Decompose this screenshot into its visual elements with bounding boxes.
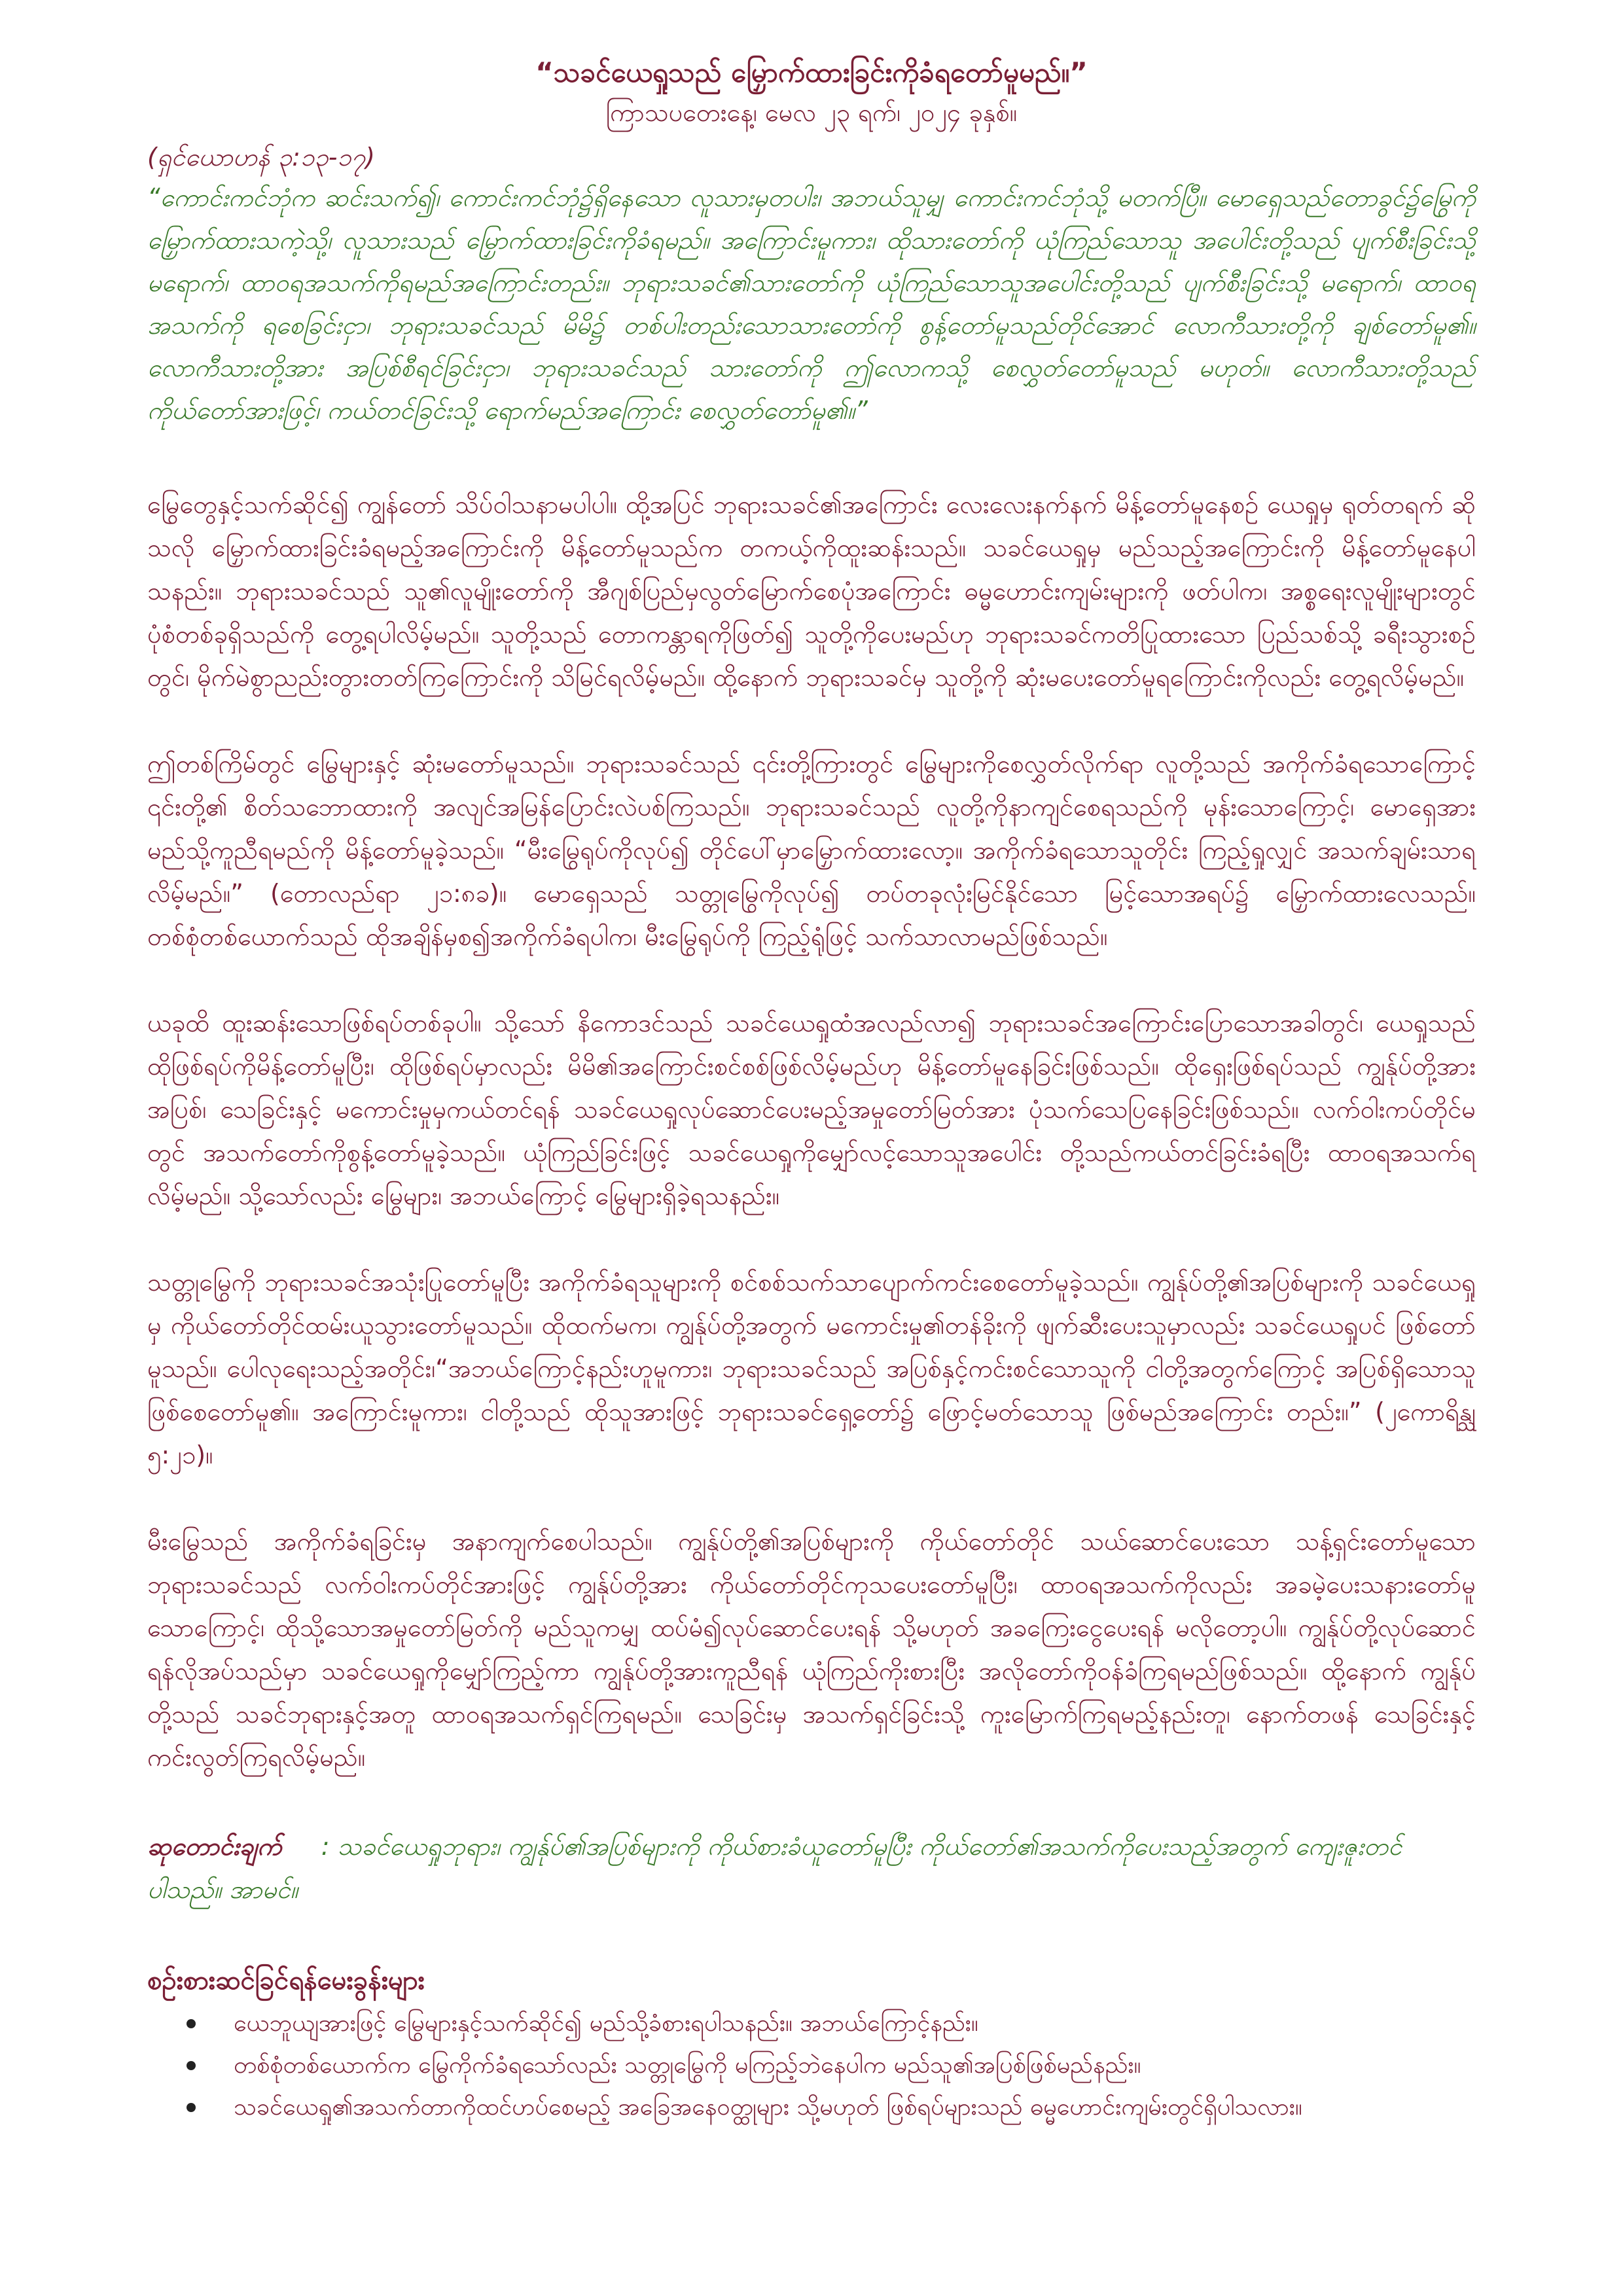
scripture-reference: (ရှင်ယောဟန် ၃:၁၃-၁၇) <box>147 143 376 171</box>
prayer-text: : သခင်ယေရှုဘုရား၊ ကျွန်ုပ်၏အပြစ်များကို ကိုယ်စားခံယူတော်မူပြီး ကိုယ်တော်၏အသက်ကိုပေးသည့်အတွက် ကျေးဇူးတင်ပါသည်။ အာမင်။ <box>147 1832 1402 1904</box>
bullet-icon <box>187 2061 196 2070</box>
date-line: ကြာသပတေးနေ့၊ မေလ ၂၃ ရက်၊ ၂၀၂၄ ခုနှစ်။ <box>605 98 1018 127</box>
bullet-icon <box>187 2103 196 2112</box>
page-title: “သခင်ယေရှုသည် မြှောက်ထားခြင်းကိုခံရတော်မူမည်။” <box>535 56 1088 88</box>
questions-heading: စဉ်းစားဆင်ခြင်ရန်မေးခွန်းများ <box>147 1965 425 1996</box>
question-text: ယေဘူယျအားဖြင့် မြွေများနှင့်သက်ဆိုင်၍ မည်သို့ခံစားရပါသနည်း။ အဘယ်ကြောင့်နည်း။ <box>234 2010 978 2037</box>
prayer-label: ဆုတောင်းချက် <box>147 1832 282 1861</box>
scripture-text: “ကောင်းကင်ဘုံက ဆင်းသက်၍၊ ကောင်းကင်ဘုံ၌ရှိနေသော လူသားမှတပါး၊ အဘယ်သူမျှ ကောင်းကင်ဘုံသို့ မတက်ပြီ။ မောရှေသည်တောခွင်၌မြွေကို မြှောက်ထားသကဲ့သို့၊ လူသားသည် မြှောက်ထားခြင်းကိုခံရမည်။ အကြောင်းမူကား၊ ထိုသားတော်ကို ယုံကြည်သောသူ အပေါင်းတို့သည် ပျက်စီးခြင်းသို့ မရောက်၊ ထာဝရအသက်ကိုရမည်အကြောင်းတည်း။ ဘုရားသခင်၏သားတော်ကို ယုံကြည်သောသူအပေါင်းတို့သည် ပျက်စီးခြင်းသို့ မရောက်၊ ထာဝရအသက်ကို ရစေခြင်းငှာ၊ ဘုရားသခင်သည် မိမိ၌ တစ်ပါးတည်းသောသားတော်ကို စွန့်တော်မူသည်တိုင်အောင် လောကီသားတို့ကို ချစ်တော်မူ၏။ လောကီသားတို့အား အပြစ်စီရင်ခြင်းငှာ၊ ဘုရားသခင်သည် သားတော်ကို ဤလောကသို့ စေလွှတ်တော်မူသည် မဟုတ်။ လောကီသားတို့သည် ကိုယ်တော်အားဖြင့်၊ ကယ်တင်ခြင်းသို့ ရောက်မည်အကြောင်း စေလွှတ်တော်မူ၏။” <box>147 183 1476 425</box>
body-paragraph-3: ယခုထိ ထူးဆန်းသောဖြစ်ရပ်တစ်ခုပါ။ သို့သော် နိကောဒင်သည် သခင်ယေရှုထံအလည်လာ၍ ဘုရားသခင်အကြောင်းပြောသောအခါတွင်၊ ယေရှုသည် ထိုဖြစ်ရပ်ကိုမိန့်တော်မူပြီး၊ ထိုဖြစ်ရပ်မှာလည်း မိမိ၏အကြောင်းစင်စစ်ဖြစ်လိမ့်မည်ဟု မိန့်တော်မူနေခြင်းဖြစ်သည်။ ထိုရှေးဖြစ်ရပ်သည် ကျွန်ုပ်တို့အား အပြစ်၊ သေခြင်းနှင့် မကောင်းမှုမှကယ်တင်ရန် သခင်ယေရှုလုပ်ဆောင်ပေးမည့်အမှုတော်မြတ်အား ပုံသက်သေပြနေခြင်းဖြစ်သည်။ လက်ဝါးကပ်တိုင်မတွင် အသက်တော်ကိုစွန့်တော်မူခဲ့သည်။ ယုံကြည်ခြင်းဖြင့် သခင်ယေရှုကိုမျှော်လင့်သောသူအပေါင်း တို့သည်ကယ်တင်ခြင်းခံရပြီး ထာဝရအသက်ရလိမ့်မည်။ သို့သော်လည်း မြွေများ၊ အဘယ်ကြောင့် မြွေများရှိခဲ့ရသနည်း။ <box>147 1009 1476 1210</box>
bullet-icon <box>187 2019 196 2028</box>
body-paragraph-1: မြွေတွေနှင့်သက်ဆိုင်၍ ကျွန်တော် သိပ်ဝါသနာမပါပါ။ ထို့အပြင် ဘုရားသခင်၏အကြောင်း လေးလေးနက်နက် မိန့်တော်မူနေစဉ် ယေရှုမှ ရုတ်တရက် ဆိုသလို မြှောက်ထားခြင်းခံရမည့်အကြောင်းကို မိန့်တော်မူသည်က တကယ့်ကိုထူးဆန်းသည်။ သခင်ယေရှုမှ မည်သည့်အကြောင်းကို မိန့်တော်မူနေပါသနည်း။ ဘုရားသခင်သည် သူ၏လူမျိုးတော်ကို အီဂျစ်ပြည်မှလွတ်မြောက်စေပုံအကြောင်း ဓမ္မဟောင်းကျမ်းများကို ဖတ်ပါက၊ အစ္စရေးလူမျိုးများတွင် ပုံစံတစ်ခုရှိသည်ကို တွေ့ရပါလိမ့်မည်။ သူတို့သည် တောကန္တာရကိုဖြတ်၍ သူတို့ကိုပေးမည်ဟု ဘုရားသခင်ကတိပြုထားသော ပြည်သစ်သို့ ခရီးသွားစဉ်တွင်၊ မိုက်မဲစွာညည်းတွားတတ်ကြကြောင်းကို သိမြင်ရလိမ့်မည်။ ထို့နောက် ဘုရားသခင်မှ သူတို့ကို ဆုံးမပေးတော်မူရကြောင်းကိုလည်း တွေ့ရလိမ့်မည်။ <box>147 490 1476 692</box>
question-item <box>187 2087 1476 2128</box>
questions-list <box>147 2003 1476 2128</box>
question-text: သခင်ယေရှု၏အသက်တာကိုထင်ဟပ်စေမည့် အခြေအနေဝတ္ထုများ သို့မဟုတ် ဖြစ်ရပ်များသည် ဓမ္မဟောင်းကျမ်းတွင်ရှိပါသလား။ <box>234 2094 1302 2121</box>
body-paragraph-4: သတ္တုမြွေကို ဘုရားသခင်အသုံးပြုတော်မူပြီး အကိုက်ခံရသူများကို စင်စစ်သက်သာပျောက်ကင်းစေတော်မူခဲ့သည်။ ကျွန်ုပ်တို့၏အပြစ်များကို သခင်ယေရှုမှ ကိုယ်တော်တိုင်ထမ်းယူသွားတော်မူသည်။ ထိုထက်မက၊ ကျွန်ုပ်တို့အတွက် မကောင်းမှု၏တန်ခိုးကို ဖျက်ဆီးပေးသူမှာလည်း သခင်ယေရှုပင် ဖြစ်တော်မူသည်။ ပေါလုရေးသည့်အတိုင်း၊“အဘယ်ကြောင့်နည်းဟူမူကား၊ ဘုရားသခင်သည် အပြစ်နှင့်ကင်းစင်သောသူကို ငါတို့အတွက်ကြောင့် အပြစ်ရှိသောသူ ဖြစ်စေတော်မူ၏။ အကြောင်းမူကား၊ ငါတို့သည် ထိုသူအားဖြင့် ဘုရားသခင်ရှေ့တော်၌ ဖြောင့်မတ်သောသူ ဖြစ်မည်အကြောင်း တည်း။” (၂ကောရိန္သု ၅:၂၁)။ <box>147 1268 1476 1469</box>
question-text: တစ်စုံတစ်ယောက်က မြွေကိုက်ခံရသော်လည်း သတ္တုမြွေကို မကြည့်ဘဲနေပါက မည်သူ၏အပြစ်ဖြစ်မည်နည်း။ <box>234 2052 1141 2079</box>
question-item <box>187 2003 1476 2045</box>
body-paragraph-5: မီးမြွေသည် အကိုက်ခံရခြင်းမှ အနာကျက်စေပါသည်။ ကျွန်ုပ်တို့၏အပြစ်များကို ကိုယ်တော်တိုင် သယ်ဆောင်ပေးသော သန့်ရှင်းတော်မူသော ဘုရားသခင်သည် လက်ဝါးကပ်တိုင်အားဖြင့် ကျွန်ုပ်တို့အား ကိုယ်တော်တိုင်ကုသပေးတော်မူပြီး၊ ထာဝရအသက်ကိုလည်း အခမဲ့ပေးသနားတော်မူသောကြောင့်၊ ထိုသို့သောအမှုတော်မြတ်ကို မည်သူကမျှ ထပ်မံ၍လုပ်ဆောင်ပေးရန် သို့မဟုတ် အခကြေးငွေပေးရန် မလိုတော့ပါ။ ကျွန်ုပ်တို့လုပ်ဆောင်ရန်လိုအပ်သည်မှာ သခင်ယေရှုကိုမျှော်ကြည့်ကာ ကျွန်ုပ်တို့အားကူညီရန် ယုံကြည်ကိုးစားပြီး အလိုတော်ကိုဝန်ခံကြရမည်ဖြစ်သည်။ ထို့နောက် ကျွန်ုပ်တို့သည် သခင်ဘုရားနှင့်အတူ ထာဝရအသက်ရှင်ကြရမည်။ သေခြင်းမှ အသက်ရှင်ခြင်းသို့ ကူးမြောက်ကြရမည့်နည်းတူ၊ နောက်တဖန် သေခြင်းနှင့်ကင်းလွတ်ကြရလိမ့်မည်။ <box>147 1527 1476 1772</box>
prayer-block <box>147 1825 1476 1911</box>
question-item <box>187 2045 1476 2087</box>
body-paragraph-2: ဤတစ်ကြိမ်တွင် မြွေများနှင့် ဆုံးမတော်မူသည်။ ဘုရားသခင်သည် ၎င်းတို့ကြားတွင် မြွေများကိုစေလွှတ်လိုက်ရာ လူတို့သည် အကိုက်ခံရသောကြောင့် ၎င်းတို့၏ စိတ်သဘောထားကို အလျင်အမြန်ပြောင်းလဲပစ်ကြသည်။ ဘုရားသခင်သည် လူတို့ကိုနာကျင်စေရသည်ကို မုန်းသောကြောင့်၊ မောရှေအား မည်သို့ကူညီရမည်ကို မိန့်တော်မူခဲ့သည်။ “မီးမြွေရုပ်ကိုလုပ်၍ တိုင်ပေါ်မှာမြှောက်ထားလော့။ အကိုက်ခံရသောသူတိုင်း ကြည့်ရှုလျှင် အသက်ချမ်းသာရလိမ့်မည်။” (တောလည်ရာ ၂၁:၈ခ)။ မောရှေသည် သတ္တုမြွေကိုလုပ်၍ တပ်တခုလုံးမြင်နိုင်သော မြင့်သောအရပ်၌ မြှောက်ထားလေသည်။ တစ်စုံတစ်ယောက်သည် ထိုအချိန်မှစ၍အကိုက်ခံရပါက၊ မီးမြွေရုပ်ကို ကြည့်ရုံဖြင့် သက်သာလာမည်ဖြစ်သည်။ <box>147 749 1476 951</box>
